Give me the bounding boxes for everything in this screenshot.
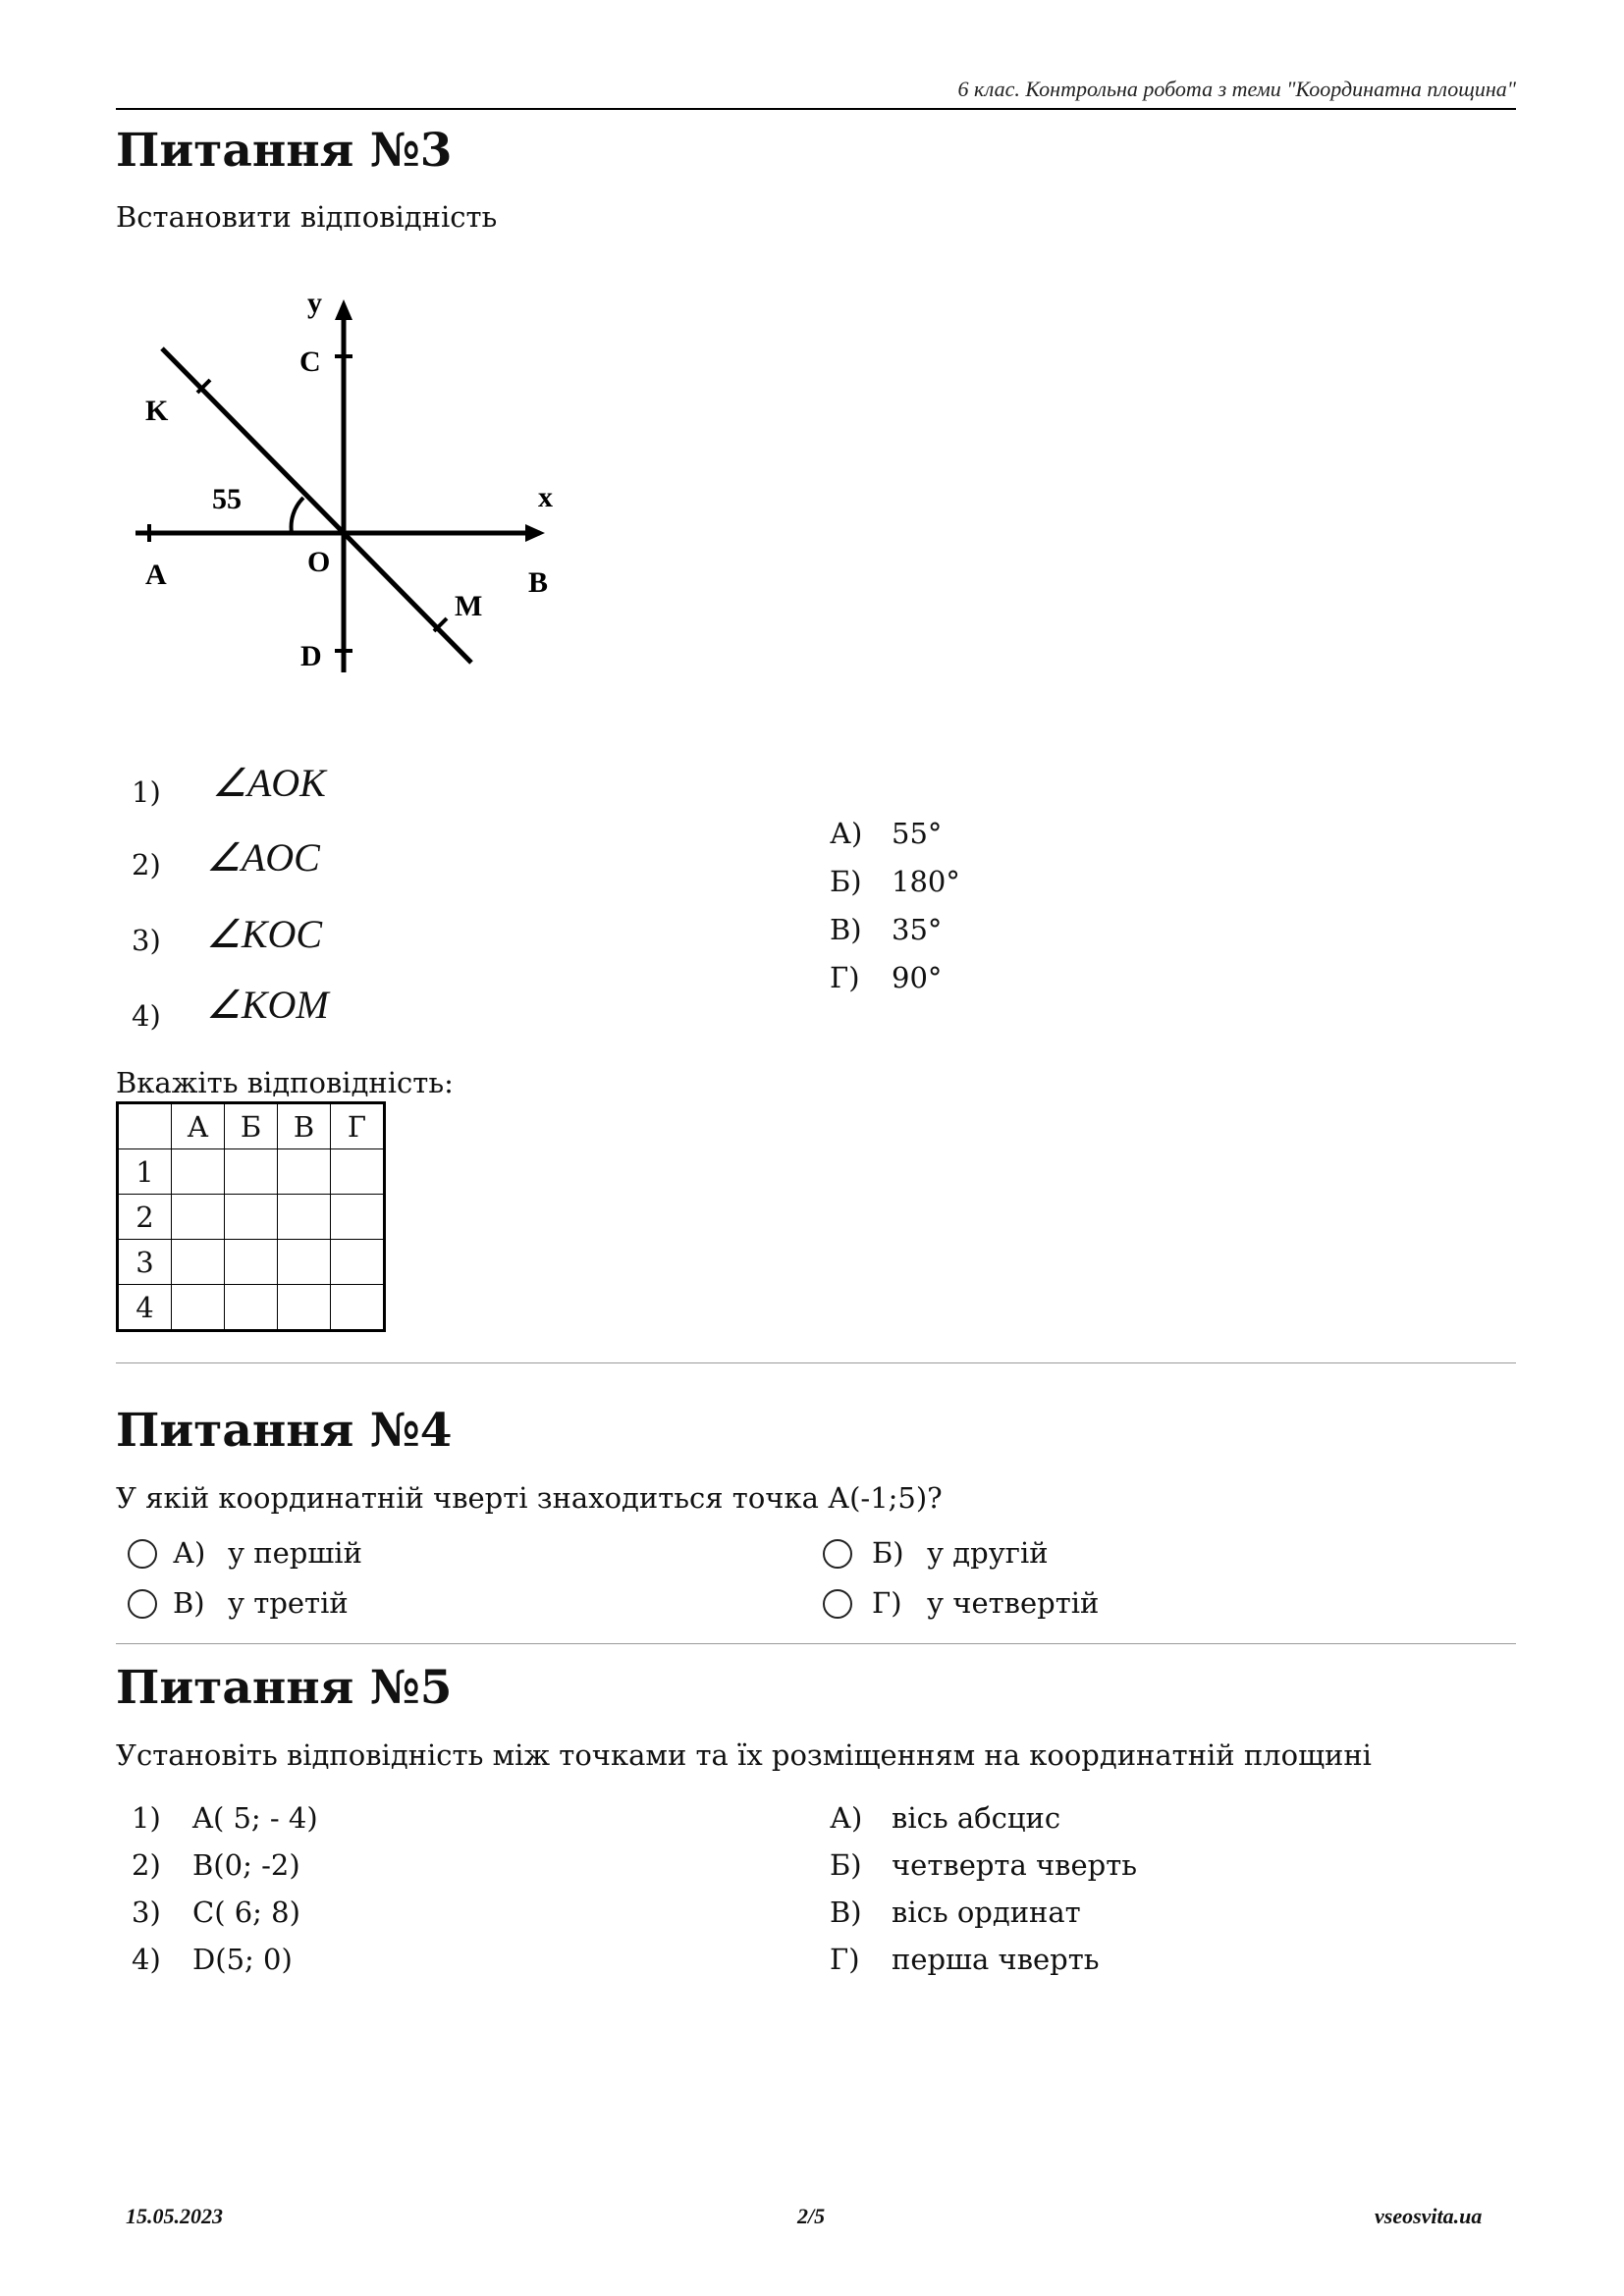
q5-answer-a-text: вісь абсцис: [892, 1801, 1061, 1835]
x-axis-arrow-icon: [525, 524, 545, 542]
question-separator: [116, 1643, 1516, 1644]
point-a-label: A: [145, 559, 167, 591]
q4-option-b-letter: Б): [872, 1536, 904, 1570]
table-row-label: 2: [118, 1195, 172, 1240]
question-5-prompt: Установіть відповідність між точками та їх розміщенням на координатній площині: [116, 1738, 1372, 1772]
table-row: [118, 1149, 385, 1195]
q3-item-3-number: 3): [132, 924, 161, 957]
x-axis-label: x: [538, 481, 553, 513]
q5-answer-v-letter: В): [830, 1896, 862, 1929]
footer-site: vseosvita.ua: [1375, 2204, 1483, 2228]
q3-answer-b-letter: Б): [830, 865, 862, 898]
q3-item-2-angle: ∠AOC: [206, 835, 320, 880]
q3-answer-g-value: 90°: [892, 961, 943, 994]
answer-cell[interactable]: [278, 1149, 331, 1195]
q5-answer-b-letter: Б): [830, 1848, 862, 1882]
point-c-label: C: [299, 346, 321, 378]
q3-answer-b-value: 180°: [892, 865, 960, 898]
q5-answer-a-letter: А): [830, 1801, 863, 1835]
question-separator: [116, 1362, 1516, 1363]
answer-cell[interactable]: [278, 1240, 331, 1285]
answer-cell[interactable]: [172, 1285, 225, 1331]
q3-item-4-number: 4): [132, 999, 161, 1033]
answer-cell[interactable]: [172, 1195, 225, 1240]
coordinate-angle-diagram: [128, 285, 579, 687]
question-3-prompt: Встановити відповідність: [116, 200, 498, 234]
q3-item-3-angle: ∠KOC: [206, 912, 323, 956]
answer-cell[interactable]: [278, 1285, 331, 1331]
footer-page-number: 2/5: [797, 2204, 826, 2228]
q4-option-a-text: у першій: [228, 1536, 362, 1570]
point-b-label: B: [528, 566, 549, 599]
radio-icon[interactable]: [823, 1589, 852, 1619]
header-divider: [116, 108, 1516, 110]
table-row-label: 1: [118, 1149, 172, 1195]
table-row: [118, 1285, 385, 1331]
q3-answer-v-letter: В): [830, 913, 862, 946]
q4-option-v-letter: В): [173, 1586, 205, 1620]
q3-item-1-angle: ∠AOK: [212, 761, 326, 805]
q4-option-v-text: у третій: [228, 1586, 349, 1620]
q5-item-3-number: 3): [132, 1896, 161, 1929]
point-d-label: D: [300, 640, 322, 672]
answer-cell[interactable]: [225, 1285, 278, 1331]
angle-value-label: 55: [212, 483, 242, 515]
page-header-title: 6 клас. Контрольна робота з теми "Координатна площина": [957, 77, 1516, 101]
table-header-cell: Г: [331, 1103, 385, 1149]
point-o-label: O: [307, 546, 331, 578]
answer-cell[interactable]: [225, 1240, 278, 1285]
answer-cell[interactable]: [172, 1149, 225, 1195]
point-m-label: M: [455, 590, 483, 622]
angle-arc: [292, 498, 303, 533]
q4-option-g-text: у четвертій: [927, 1586, 1100, 1620]
table-row: [118, 1195, 385, 1240]
q4-option-b-text: у другій: [927, 1536, 1049, 1570]
q3-item-1-number: 1): [132, 775, 161, 809]
answer-cell[interactable]: [331, 1285, 385, 1331]
table-row-label: 4: [118, 1285, 172, 1331]
radio-icon[interactable]: [823, 1539, 852, 1569]
q5-answer-g-text: перша чверть: [892, 1943, 1100, 1976]
q3-answer-v-value: 35°: [892, 913, 943, 946]
q5-item-3-text: C( 6; 8): [192, 1896, 300, 1929]
q5-item-2-text: B(0; -2): [192, 1848, 300, 1882]
answer-cell[interactable]: [225, 1149, 278, 1195]
q5-item-2-number: 2): [132, 1848, 161, 1882]
question-5-title: Питання №5: [116, 1661, 453, 1715]
table-header-cell: А: [172, 1103, 225, 1149]
q5-item-1-text: A( 5; - 4): [192, 1801, 318, 1835]
answer-cell[interactable]: [172, 1240, 225, 1285]
answer-cell[interactable]: [331, 1240, 385, 1285]
q3-item-2-number: 2): [132, 848, 161, 881]
table-header-cell: [118, 1103, 172, 1149]
question-4-title: Питання №4: [116, 1404, 453, 1458]
y-axis-arrow-icon: [335, 299, 352, 320]
q5-item-4-number: 4): [132, 1943, 161, 1976]
q5-answer-v-text: вісь ординат: [892, 1896, 1081, 1929]
q3-answer-a-value: 55°: [892, 817, 943, 850]
answer-cell[interactable]: [278, 1195, 331, 1240]
table-row: [118, 1240, 385, 1285]
footer-date: 15.05.2023: [126, 2204, 223, 2228]
question-3-title: Питання №3: [116, 124, 453, 178]
q5-item-1-number: 1): [132, 1801, 161, 1835]
table-header-cell: В: [278, 1103, 331, 1149]
table-header-cell: Б: [225, 1103, 278, 1149]
answer-cell[interactable]: [331, 1149, 385, 1195]
answer-cell[interactable]: [225, 1195, 278, 1240]
q5-answer-g-letter: Г): [830, 1943, 860, 1976]
radio-icon[interactable]: [128, 1589, 157, 1619]
q4-option-g-letter: Г): [872, 1586, 902, 1620]
table-header-row: [118, 1103, 385, 1149]
question-4-prompt: У якій координатній чверті знаходиться точка А(-1;5)?: [116, 1481, 943, 1515]
q3-item-4-angle: ∠KOM: [206, 983, 329, 1027]
q4-option-a-letter: А): [173, 1536, 206, 1570]
q3-answer-g-letter: Г): [830, 961, 860, 994]
answer-cell[interactable]: [331, 1195, 385, 1240]
point-k-label: K: [145, 395, 169, 427]
table-row-label: 3: [118, 1240, 172, 1285]
q3-answer-prompt: Вкажіть відповідність:: [116, 1066, 454, 1099]
y-axis-label: y: [307, 287, 322, 319]
q5-answer-b-text: четверта чверть: [892, 1848, 1138, 1882]
q3-answer-a-letter: А): [830, 817, 863, 850]
line-km: [162, 348, 471, 663]
q5-item-4-text: D(5; 0): [192, 1943, 293, 1976]
radio-icon[interactable]: [128, 1539, 157, 1569]
q3-answer-table: [116, 1101, 386, 1332]
